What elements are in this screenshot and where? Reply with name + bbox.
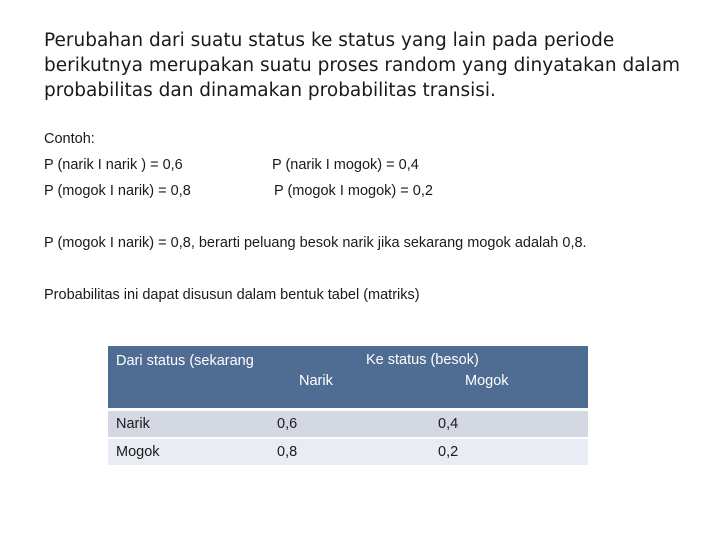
table-row <box>108 439 588 467</box>
example-label: Contoh: <box>44 131 95 147</box>
transition-matrix <box>108 346 588 467</box>
cell-narik: 0,6 <box>269 411 430 439</box>
intro-paragraph: Perubahan dari suatu status ke status yang lain pada periode berikutnya merupakan suatu proses random yang dinyatakan dalam probabilitas dan dinamakan probabilitas transisi. <box>44 30 681 101</box>
cell-narik: 0,8 <box>269 439 430 467</box>
prob-mogok-narik: P (mogok I narik) = 0,8 <box>44 183 191 199</box>
header-from-status: Dari status (sekarang <box>108 346 269 411</box>
cell-mogok: 0,2 <box>430 439 588 467</box>
explanation-text: P (mogok I narik) = 0,8, berarti peluang besok narik jika sekarang mogok adalah 0,8. <box>44 235 587 251</box>
header-to-status: Ke status (besok) <box>366 352 479 368</box>
transition-table <box>108 346 588 467</box>
row-state: Mogok <box>108 439 269 467</box>
cell-mogok: 0,4 <box>430 411 588 439</box>
prob-mogok-mogok: P (mogok I mogok) = 0,2 <box>274 183 433 199</box>
table-row <box>108 411 588 439</box>
row-state: Narik <box>108 411 269 439</box>
header-to-status-cell <box>269 346 588 411</box>
prob-narik-narik: P (narik I narik ) = 0,6 <box>44 157 183 173</box>
prob-narik-mogok: P (narik I mogok) = 0,4 <box>272 157 419 173</box>
matrix-intro-text: Probabilitas ini dapat disusun dalam bentuk tabel (matriks) <box>44 287 420 303</box>
header-col-narik: Narik <box>299 373 333 389</box>
header-col-mogok: Mogok <box>465 373 509 389</box>
table-header-row <box>108 346 588 411</box>
